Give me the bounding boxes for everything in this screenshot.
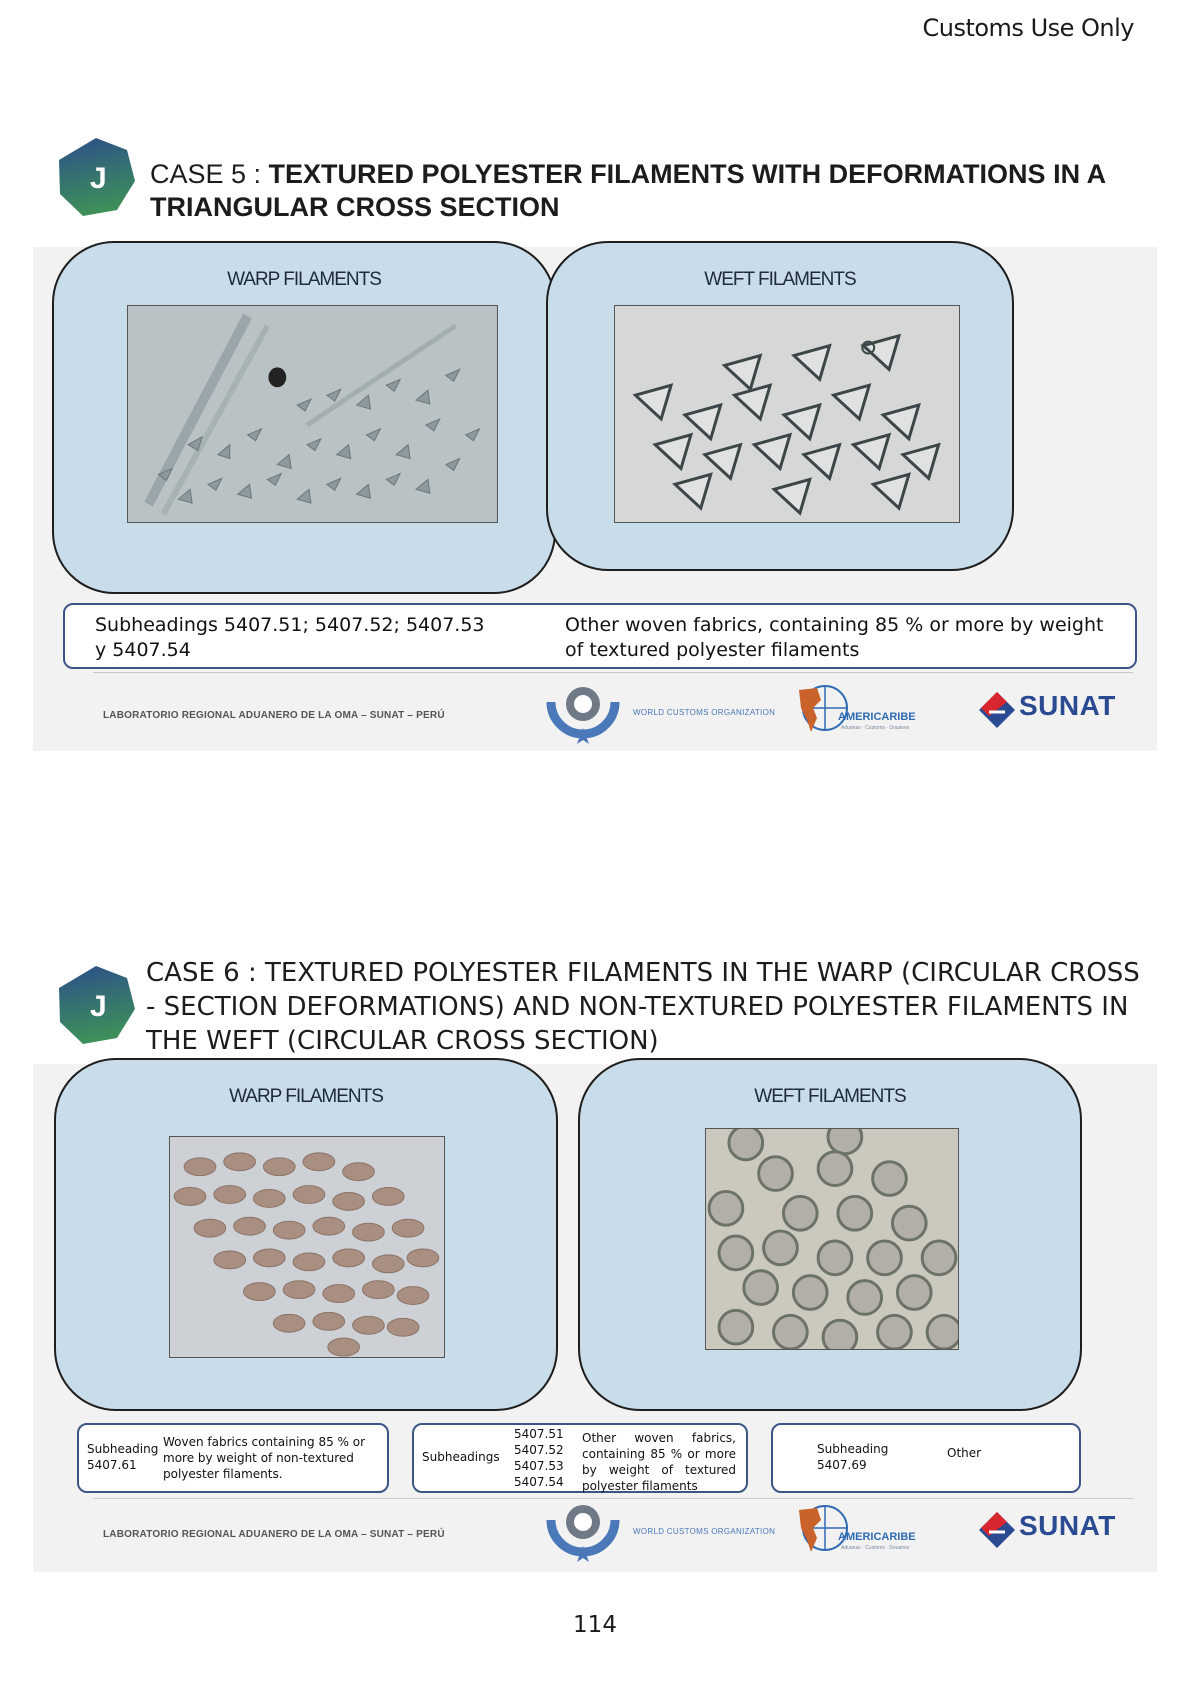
case6-badge xyxy=(55,964,137,1046)
americaribe-name-2: AMERICARIBE xyxy=(838,1531,916,1543)
box1-code: 5407.61 xyxy=(87,1458,137,1472)
sunat-name: SUNAT xyxy=(1019,690,1116,721)
case5-title xyxy=(150,158,1140,224)
svg-text:J: J xyxy=(90,990,107,1023)
case6-warp-label: WARP FILAMENTS xyxy=(229,1086,383,1107)
sunat-logo-icon-2 xyxy=(977,1510,1017,1550)
case5-warp-label: WARP FILAMENTS xyxy=(227,269,381,290)
box2-code-3: 5407.53 xyxy=(514,1459,564,1473)
case5-weft-label: WEFT FILAMENTS xyxy=(704,269,856,290)
case6-weft-label: WEFT FILAMENTS xyxy=(754,1086,906,1107)
box3-text: Other xyxy=(947,1446,982,1460)
case6-box-5407-69 xyxy=(771,1423,1081,1493)
americaribe-name: AMERICARIBE xyxy=(838,711,916,723)
wco-logo-2 xyxy=(545,1502,621,1566)
case5-rule xyxy=(93,672,1133,673)
case5-description: Other woven fabrics, containing 85 % or more by weight of textured polyester filaments xyxy=(565,614,1104,661)
wco-name-2: WORLD CUSTOMS ORGANIZATION xyxy=(633,1527,776,1536)
americaribe-sub-2: Aduanas · Customs · Douanes xyxy=(841,1545,910,1551)
box2-code-1: 5407.51 xyxy=(514,1427,564,1441)
warp-circular-micrograph xyxy=(169,1136,445,1358)
box2-text: Other woven fabrics, containing 85 % or more by weight of textured polyester filaments xyxy=(582,1431,736,1493)
weft-triangular-micrograph xyxy=(614,305,960,523)
box1-text: Woven fabrics containing 85 % or more by weight of non-textured polyester filaments. xyxy=(163,1435,366,1481)
wco-logo xyxy=(545,684,621,748)
case5-slide xyxy=(33,247,1157,751)
wco-name: WORLD CUSTOMS ORGANIZATION xyxy=(633,708,776,717)
box2-code-2: 5407.52 xyxy=(514,1443,564,1457)
case6-warp-panel xyxy=(54,1058,558,1411)
sunat-name-2: SUNAT xyxy=(1019,1510,1116,1541)
box3-code: 5407.69 xyxy=(817,1458,867,1472)
case5-title-lead: CASE 5 : xyxy=(150,159,269,189)
case5-footer-lab: LABORATORIO REGIONAL ADUANERO DE LA OMA – SUNAT – PERÚ xyxy=(103,710,445,721)
case6-box-5407-5x xyxy=(412,1423,748,1493)
case6-box-5407-61 xyxy=(77,1423,389,1493)
warp-triangular-micrograph xyxy=(127,305,498,523)
case5-subheadings: Subheadings 5407.51; 5407.52; 5407.53 y 5407.54 xyxy=(95,614,485,661)
sunat-logo-icon xyxy=(977,690,1017,730)
svg-text:J: J xyxy=(90,162,107,195)
case6-weft-panel xyxy=(578,1058,1082,1411)
box3-label: Subheading xyxy=(817,1442,889,1456)
case6-rule xyxy=(93,1498,1133,1499)
case6-footer-lab: LABORATORIO REGIONAL ADUANERO DE LA OMA – SUNAT – PERÚ xyxy=(103,1529,445,1540)
americaribe-sub: Aduanas · Customs · Douanes xyxy=(841,725,910,731)
customs-use-note: Customs Use Only xyxy=(922,14,1134,42)
case5-warp-panel xyxy=(52,241,556,594)
case5-title-main: TEXTURED POLYESTER FILAMENTS WITH DEFORMATIONS IN A TRIANGULAR CROSS SECTION xyxy=(150,159,1106,222)
case6-title: CASE 6 : TEXTURED POLYESTER FILAMENTS IN THE WARP (CIRCULAR CROSS - SECTION DEFORMATIONS) AND NON-TEXTURED POLYESTER FILAMENTS IN THE WEFT (CIRCULAR CROSS SECTION) xyxy=(146,958,1140,1056)
box2-code-4: 5407.54 xyxy=(514,1475,564,1489)
weft-circular-micrograph xyxy=(705,1128,959,1350)
case5-classification-box xyxy=(63,603,1137,669)
box2-label: Subheadings xyxy=(422,1450,500,1464)
case6-slide xyxy=(33,1064,1157,1572)
page-number: 114 xyxy=(573,1612,617,1638)
box1-label: Subheading xyxy=(87,1442,159,1456)
case5-badge xyxy=(55,136,137,218)
case5-weft-panel xyxy=(546,241,1014,571)
